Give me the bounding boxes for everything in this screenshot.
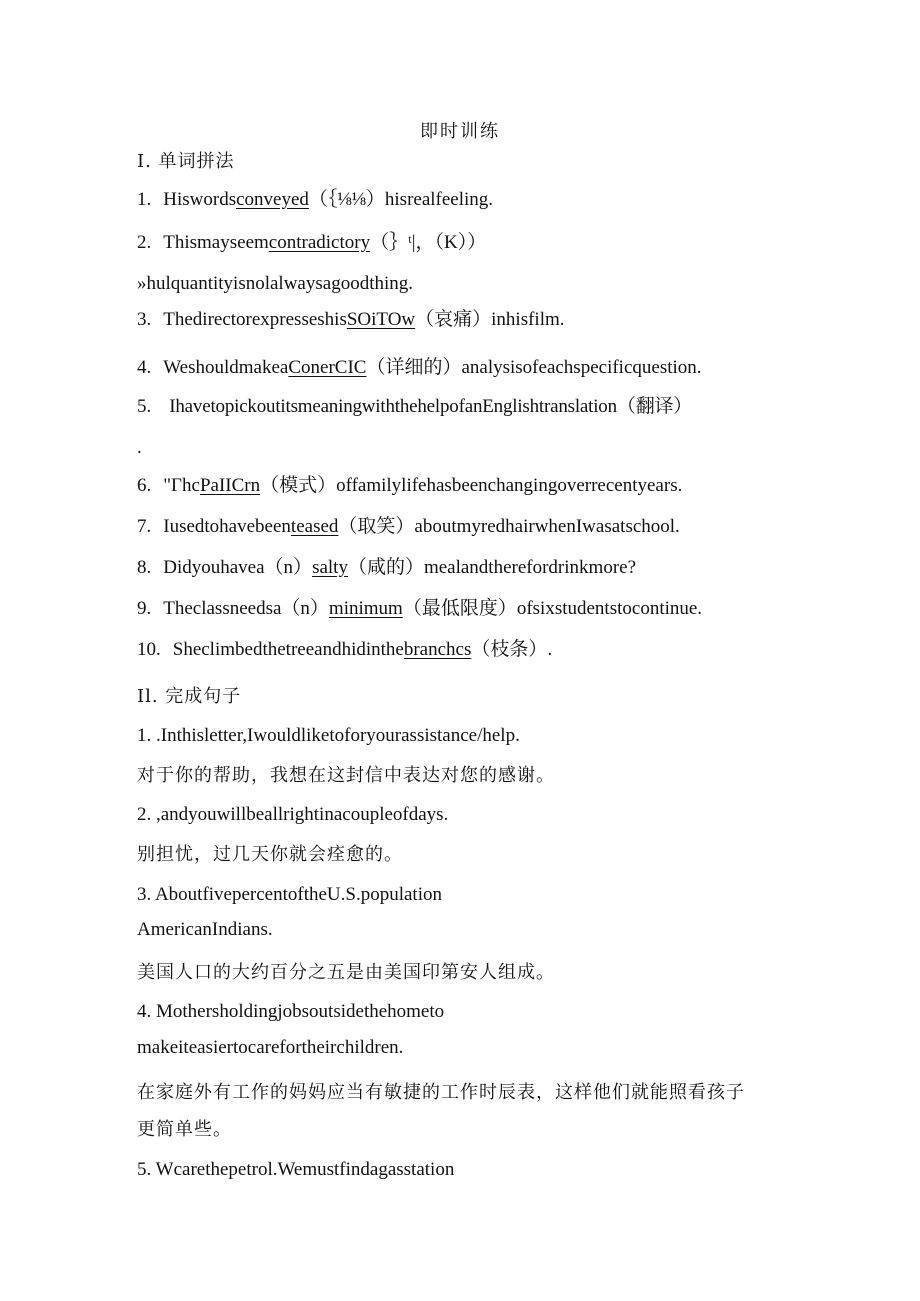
sentence-4-english-continuation: makeiteasiertocarefortheirchildren. [137,1037,404,1058]
item-text-post: （取笑）aboutmyredhairwhenIwasatschool. [338,516,680,537]
section-1-heading: I. 单词拼法 [137,151,235,172]
sentence-4-chinese-continuation: 更简单些。 [137,1119,232,1140]
answer-word: branchcs [403,639,472,660]
vocab-item-9 [137,597,702,621]
item-number: 4. [137,357,152,378]
sentence-3-english: 3. AboutfivepercentoftheU.S.population [137,884,442,905]
vocab-item-1 [137,188,493,212]
sentence-2-english: 2. ,andyouwillbeallrightinacoupleofdays. [137,804,449,825]
vocab-item-2 [137,231,486,255]
section-2-heading: Il. 完成句子 [137,686,242,707]
sentence-4-english: 4. Mothersholdingjobsoutsidethehometo [137,1001,445,1022]
item-text-pre: Sheclimbedthetreeandhidinthe [172,639,404,660]
answer-word: conveyed [236,189,309,210]
page-title: 即时训练 [420,121,500,142]
answer-word: teased [290,516,339,537]
sentence-2-chinese: 别担忧，过几天你就会痊愈的。 [137,844,403,865]
sentence-5-english: 5. Wcarethepetrol.Wemustfindagasstation [137,1159,455,1180]
item-number: 6. [137,475,152,496]
answer-word: minimum [328,598,403,619]
item-text-post: （模式）offamilylifehasbeenchangingoverrecentyears. [260,475,683,496]
item-text-post: （最低限度）ofsixstudentstocontinue. [402,598,703,619]
item-text-pre: Iusedtohavebeen [163,516,291,537]
item-number: 1. [137,189,152,210]
item-text-post: （｛⅛⅛）hisrealfeeling. [308,189,494,210]
vocab-item-4 [137,356,702,380]
sentence-1-english: 1. .Inthisletter,Iwouldliketoforyourassistance/help. [137,725,520,746]
item-number: 7. [137,516,152,537]
item-text-pre: IhavetopickoutitsmeaningwiththehelpofanEnglishtranslation（翻译） [169,396,693,417]
answer-word: ConerCIC [288,357,367,378]
item-text-pre: Hiswords [163,189,237,210]
item-number: 2. [137,232,152,253]
item-text-post: （详细的）analysisofeachspecificquestion. [366,357,702,378]
answer-word: SOiTOw [346,309,416,330]
answer-word: salty [312,557,348,578]
item-number: 8. [137,557,152,578]
item-text-pre: Theclassneedsa（n） [163,598,329,619]
vocab-item-5 [137,395,692,419]
item-number: 10. [137,639,161,660]
item-text-pre: Weshouldmakea [163,357,289,378]
vocab-item-2-continuation: »hulquantityisnolalwaysagoodthing. [137,273,414,294]
vocab-item-5-continuation: . [137,437,142,458]
sentence-3-chinese: 美国人口的大约百分之五是由美国印第安人组成。 [137,962,555,983]
item-text-pre: Thedirectorexpresseshis [163,309,347,330]
item-text-post: （｝ᵗ|，（K）） [370,232,487,253]
vocab-item-7 [137,515,680,539]
vocab-item-3 [137,308,565,332]
sentence-4-chinese: 在家庭外有工作的妈妈应当有敏捷的工作时辰表，这样他们就能照看孩子 [137,1082,745,1103]
vocab-item-10 [137,638,552,662]
sentence-1-chinese: 对于你的帮助，我想在这封信中表达对您的感谢。 [137,765,555,786]
item-text-post: （枝条）. [471,639,553,660]
vocab-item-6 [137,474,682,498]
answer-word: PaIICrn [199,475,261,496]
item-text-pre: Didyouhavea（n） [163,557,313,578]
item-text-post: （哀痛）inhisfilm. [415,309,565,330]
vocab-item-8 [137,556,636,580]
item-text-pre: Thismayseem [163,232,269,253]
item-text-pre: "Γhc [163,475,200,496]
item-text-post: （咸的）mealandtherefordrinkmore? [347,557,637,578]
item-number: 3. [137,309,152,330]
item-number: 9. [137,598,152,619]
item-number: 5. [137,396,152,417]
answer-word: contradictory [268,232,371,253]
sentence-3-english-continuation: AmericanIndians. [137,919,273,940]
